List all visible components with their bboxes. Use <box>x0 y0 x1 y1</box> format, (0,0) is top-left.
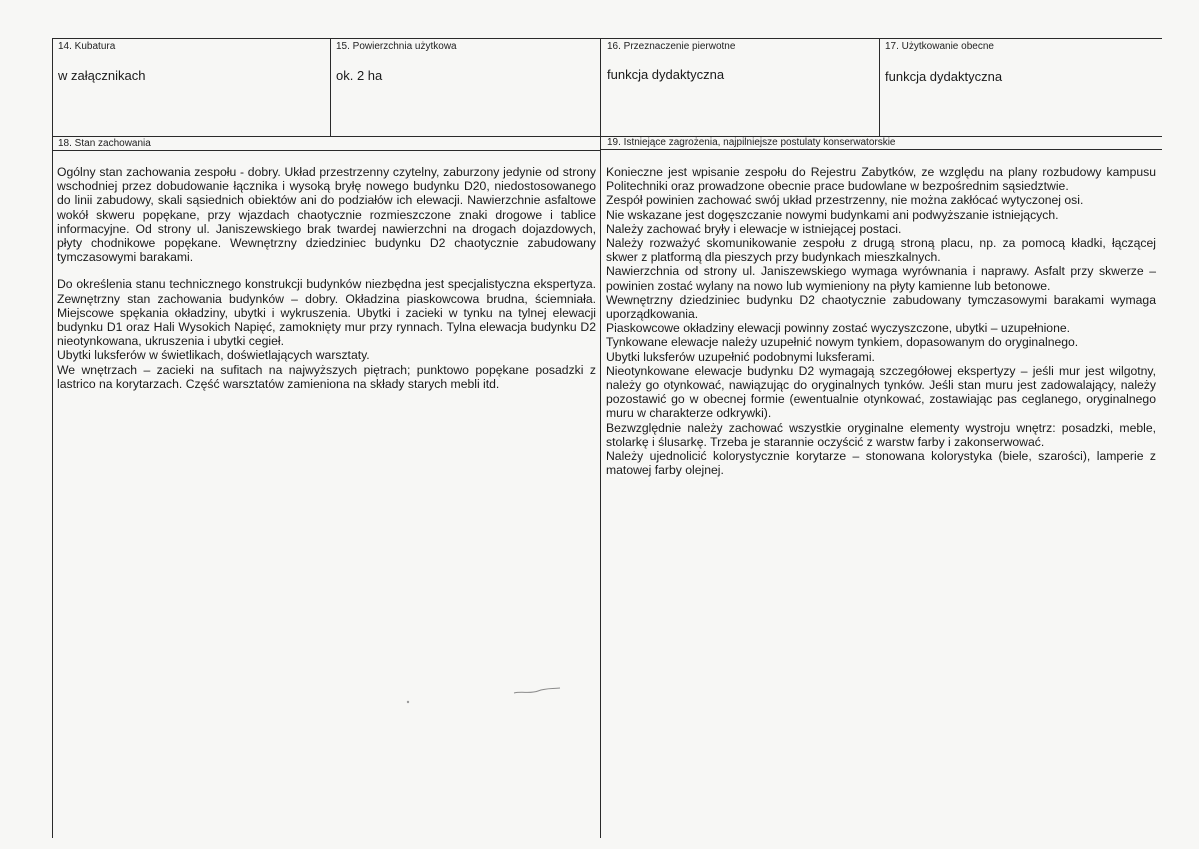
top-border <box>52 38 1162 39</box>
threats-text <box>606 165 1156 477</box>
field-14-label: 14. Kubatura <box>58 41 116 52</box>
left-border <box>52 38 53 838</box>
threats-paragraph: Ubytki luksferów uzupełnić podobnymi luksferami. <box>606 349 875 364</box>
dot-mark <box>405 699 411 705</box>
threats-paragraph: Piaskowcowe okładziny elewacji powinny zostać wyczyszczone, ubytki – uzupełnione. <box>606 321 1071 336</box>
threats-paragraph: Nie wskazane jest dogęszczanie nowymi budynkami ani podwyższanie istniejących. <box>606 207 1059 222</box>
field-17-label: 17. Użytkowanie obecne <box>885 41 994 52</box>
threats-label: 19. Istniejące zagrożenia, najpilniejsze postulaty konserwatorskie <box>607 137 896 148</box>
condition-paragraph: Ubytki luksferów w świetlikach, doświetlających warsztaty. <box>57 348 370 363</box>
threats-paragraph: Nieotynkowane elewacje budynku D2 wymagają szczegółowej ekspertyzy – jeśli mur jest wilgotny, należy go otynkować, nawiązując do oryginalnych tynków. Jeśli stan muru jest zadowalający, należy pozostawić go w obecnej formie (ewentualnie otynkować, zostawiając pas ceglanego, oryginalnego muru w charakterze odkrywki). <box>606 363 1156 421</box>
section-label-underline-left <box>52 150 600 151</box>
field-17-value: funkcja dydaktyczna <box>885 69 1003 84</box>
condition-text <box>57 165 596 391</box>
divider-14-15 <box>330 38 331 136</box>
field-15-value: ok. 2 ha <box>336 68 383 83</box>
condition-paragraph: Do określenia stanu technicznego konstrukcji budynków niezbędna jest specjalistyczna ekspertyza. Zewnętrzny stan zachowania budynków – dobry. Okładzina piaskowcowa brudna, ściemniała. Miejscowe spękania okładziny, ubytki i wykruszenia. Ubytki i zacieki w tynku na tylnej elewacji budynku D1 oraz Hali Wysokich Napięć, zamoknięty mur przy rynnach. Tylna elewacja budynku D2 nieotynkowana, ukruszenia i ubytki cegieł. <box>57 277 596 349</box>
threats-paragraph: Należy zachować bryły i elewacje w istniejącej postaci. <box>606 221 902 236</box>
field-16-value: funkcja dydaktyczna <box>607 67 725 82</box>
field-14-value: w załącznikach <box>58 68 146 83</box>
threats-paragraph: Konieczne jest wpisanie zespołu do Rejestru Zabytków, ze względu na plany rozbudowy kampusu Politechniki oraz prowadzone obecnie prace budowlane w bezpośrednim sąsiedztwie. <box>606 165 1156 194</box>
divider-center <box>600 38 601 838</box>
condition-label: 18. Stan zachowania <box>58 138 151 149</box>
condition-paragraph: We wnętrzach – zacieki na sufitach na najwyższych piętrach; punktowo popękane posadzki z lastrico na korytarzach. Część warsztatów zamieniona na składy starych mebli itd. <box>57 362 596 391</box>
threats-paragraph: Zespół powinien zachować swój układ przestrzenny, nie można zakłócać wytyczonej osi. <box>606 193 1084 208</box>
threats-paragraph: Nawierzchnia od strony ul. Janiszewskiego wymaga wyrównania i naprawy. Asfalt przy skwerze – powinien zostać wylany na nowo lub wymieniony na płyty kamienne lub betonowe. <box>606 264 1156 293</box>
threats-paragraph: Bezwzględnie należy zachować wszystkie oryginalne elementy wystroju wnętrz: posadzki, meble, stolarkę i ślusarkę. Trzeba je starannie oczyścić z warstw farby i zakonserwować. <box>606 420 1156 449</box>
field-15-label: 15. Powierzchnia użytkowa <box>336 41 457 52</box>
section-label-underline-right <box>601 149 1162 150</box>
threats-paragraph: Tynkowane elewacje należy uzupełnić nowym tynkiem, dopasowanym do oryginalnego. <box>606 335 1079 350</box>
threats-paragraph: Wewnętrzny dziedziniec budynku D2 chaotycznie zabudowany tymczasowymi barakami wymaga uporządkowania. <box>606 292 1156 322</box>
divider-16-17 <box>879 38 880 136</box>
threats-paragraph: Należy ujednolicić kolorystycznie korytarze – stonowana kolorystyka (biele, szarości), lamperie z matowej farby olejnej. <box>606 449 1156 478</box>
field-16-label: 16. Przeznaczenie pierwotne <box>607 41 736 52</box>
condition-paragraph: Ogólny stan zachowania zespołu - dobry. Układ przestrzenny czytelny, zaburzony jedynie od strony wschodniej przez dobudowanie łącznika i wysoką bryłę nowego budynku D20, niedostosowanego do linii zabudowy, skali sąsiednich obiektów ani do podziałów ich elewacji. Nawierzchnie asfaltowe wokół skweru popękane, przy wjazdach chaotycznie rozmieszczone znaki drogowe i tablice informacyjne. Od strony ul. Janiszewskiego brak twardej nawierzchni na drogach dojazdowych, płyty chodnikowe popękane. Wewnętrzny dziedziniec budynku D2 chaotycznie zabudowany tymczasowymi barakami. <box>57 165 596 265</box>
pen-mark <box>512 686 562 696</box>
threats-paragraph: Należy rozważyć skomunikowanie zespołu z drugą stroną placu, np. za pomocą kładki, łączącej skwer z platformą dla pieszych przy budynkach mieszkalnych. <box>606 236 1156 265</box>
